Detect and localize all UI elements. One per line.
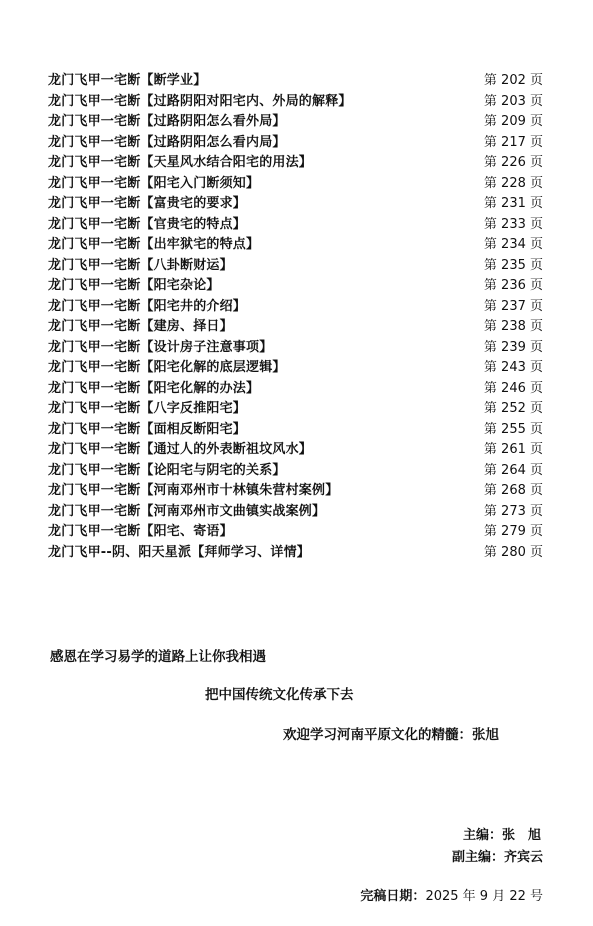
editor-credit: 主编：张 旭 <box>462 828 541 843</box>
toc-entry-page: 第 231 页 <box>483 196 543 211</box>
toc-entry-title: 龙门飞甲一宅断【阳宅杂论】 <box>48 278 220 293</box>
welcome-line: 欢迎学习河南平原文化的精髓：张旭 <box>283 727 499 743</box>
toc-entry-title: 龙门飞甲一宅断【河南邓州市文曲镇实战案例】 <box>48 503 326 519</box>
table-of-contents <box>48 71 543 563</box>
toc-entry-title: 龙门飞甲一宅断【富贵宅的要求】 <box>48 196 247 211</box>
toc-entry-title: 龙门飞甲一宅断【八字反推阳宅】 <box>48 401 247 416</box>
thanks-line: 感恩在学习易学的道路上让你我相遇 <box>50 649 266 665</box>
toc-entry-title: 龙门飞甲一宅断【断学业】 <box>48 73 207 88</box>
toc-entry <box>48 153 543 174</box>
toc-entry-title: 龙门飞甲一宅断【面相反断阳宅】 <box>48 421 247 437</box>
toc-entry <box>48 174 543 195</box>
toc-entry <box>48 112 543 133</box>
completion-date-label: 完稿日期： <box>360 889 426 904</box>
toc-entry-page: 第 279 页 <box>483 524 543 539</box>
toc-entry <box>48 317 543 338</box>
completion-date <box>360 885 543 904</box>
toc-entry-page: 第 237 页 <box>483 298 543 314</box>
toc-entry <box>48 297 543 318</box>
toc-entry-page: 第 217 页 <box>483 134 543 150</box>
toc-entry <box>48 235 543 256</box>
toc-entry-title: 龙门飞甲一宅断【过路阴阳怎么看外局】 <box>48 114 286 129</box>
toc-entry-page: 第 252 页 <box>483 401 543 416</box>
toc-entry-page: 第 203 页 <box>483 93 543 109</box>
toc-entry <box>48 481 543 502</box>
toc-entry-page: 第 233 页 <box>483 216 543 232</box>
toc-entry <box>48 276 543 297</box>
toc-entry-page: 第 202 页 <box>483 73 543 88</box>
toc-entry-title: 龙门飞甲一宅断【阳宅化解的办法】 <box>48 380 260 396</box>
toc-entry-title: 龙门飞甲一宅断【设计房子注意事项】 <box>48 339 273 355</box>
toc-entry-title: 龙门飞甲--阴、阳天星派【拜师学习、详情】 <box>48 544 310 560</box>
toc-entry <box>48 71 543 92</box>
completion-date-value: 2025 年 9 月 22 号 <box>425 889 543 904</box>
toc-entry-page: 第 246 页 <box>483 380 543 396</box>
toc-entry-title: 龙门飞甲一宅断【通过人的外表断祖坟风水】 <box>48 442 313 457</box>
toc-entry-title: 龙门飞甲一宅断【论阳宅与阴宅的关系】 <box>48 462 286 478</box>
toc-entry <box>48 543 543 564</box>
toc-entry-title: 龙门飞甲一宅断【阳宅入门断须知】 <box>48 175 260 191</box>
toc-entry-page: 第 264 页 <box>483 462 543 478</box>
toc-entry-title: 龙门飞甲一宅断【河南邓州市十林镇朱营村案例】 <box>48 483 339 498</box>
toc-entry <box>48 338 543 359</box>
toc-entry-page: 第 209 页 <box>483 114 543 129</box>
toc-entry-page: 第 280 页 <box>483 544 543 560</box>
toc-entry-page: 第 238 页 <box>483 319 543 334</box>
toc-entry <box>48 461 543 482</box>
toc-entry-page: 第 255 页 <box>483 421 543 437</box>
toc-entry-title: 龙门飞甲一宅断【官贵宅的特点】 <box>48 216 247 232</box>
toc-entry <box>48 215 543 236</box>
toc-entry-title: 龙门飞甲一宅断【出牢狱宅的特点】 <box>48 237 260 252</box>
toc-entry <box>48 420 543 441</box>
toc-entry-title: 龙门飞甲一宅断【阳宅化解的底层逻辑】 <box>48 360 286 375</box>
toc-entry <box>48 440 543 461</box>
toc-entry-title: 龙门飞甲一宅断【阳宅、寄语】 <box>48 524 233 539</box>
deputy-editor-credit: 副主编：齐宾云 <box>451 850 543 865</box>
toc-entry-page: 第 235 页 <box>483 257 543 273</box>
toc-entry-page: 第 273 页 <box>483 503 543 519</box>
toc-entry <box>48 502 543 523</box>
toc-entry <box>48 522 543 543</box>
toc-entry-title: 龙门飞甲一宅断【阳宅井的介绍】 <box>48 298 247 314</box>
toc-entry-page: 第 243 页 <box>483 360 543 375</box>
toc-entry-page: 第 261 页 <box>483 442 543 457</box>
toc-entry <box>48 194 543 215</box>
toc-entry-title: 龙门飞甲一宅断【过路阴阳对阳宅内、外局的解释】 <box>48 93 352 109</box>
toc-entry-title: 龙门飞甲一宅断【建房、择日】 <box>48 319 233 334</box>
toc-entry-title: 龙门飞甲一宅断【天星风水结合阳宅的用法】 <box>48 155 313 170</box>
toc-entry-page: 第 228 页 <box>483 175 543 191</box>
toc-entry-page: 第 268 页 <box>483 483 543 498</box>
inherit-line: 把中国传统文化传承下去 <box>205 687 354 703</box>
toc-entry <box>48 92 543 113</box>
toc-entry <box>48 133 543 154</box>
toc-entry-title: 龙门飞甲一宅断【过路阴阳怎么看内局】 <box>48 134 286 150</box>
toc-entry <box>48 379 543 400</box>
toc-entry-title: 龙门飞甲一宅断【八卦断财运】 <box>48 257 233 273</box>
toc-entry <box>48 399 543 420</box>
toc-entry-page: 第 234 页 <box>483 237 543 252</box>
toc-entry-page: 第 239 页 <box>483 339 543 355</box>
toc-entry <box>48 358 543 379</box>
toc-entry <box>48 256 543 277</box>
toc-entry-page: 第 236 页 <box>483 278 543 293</box>
toc-entry-page: 第 226 页 <box>483 155 543 170</box>
